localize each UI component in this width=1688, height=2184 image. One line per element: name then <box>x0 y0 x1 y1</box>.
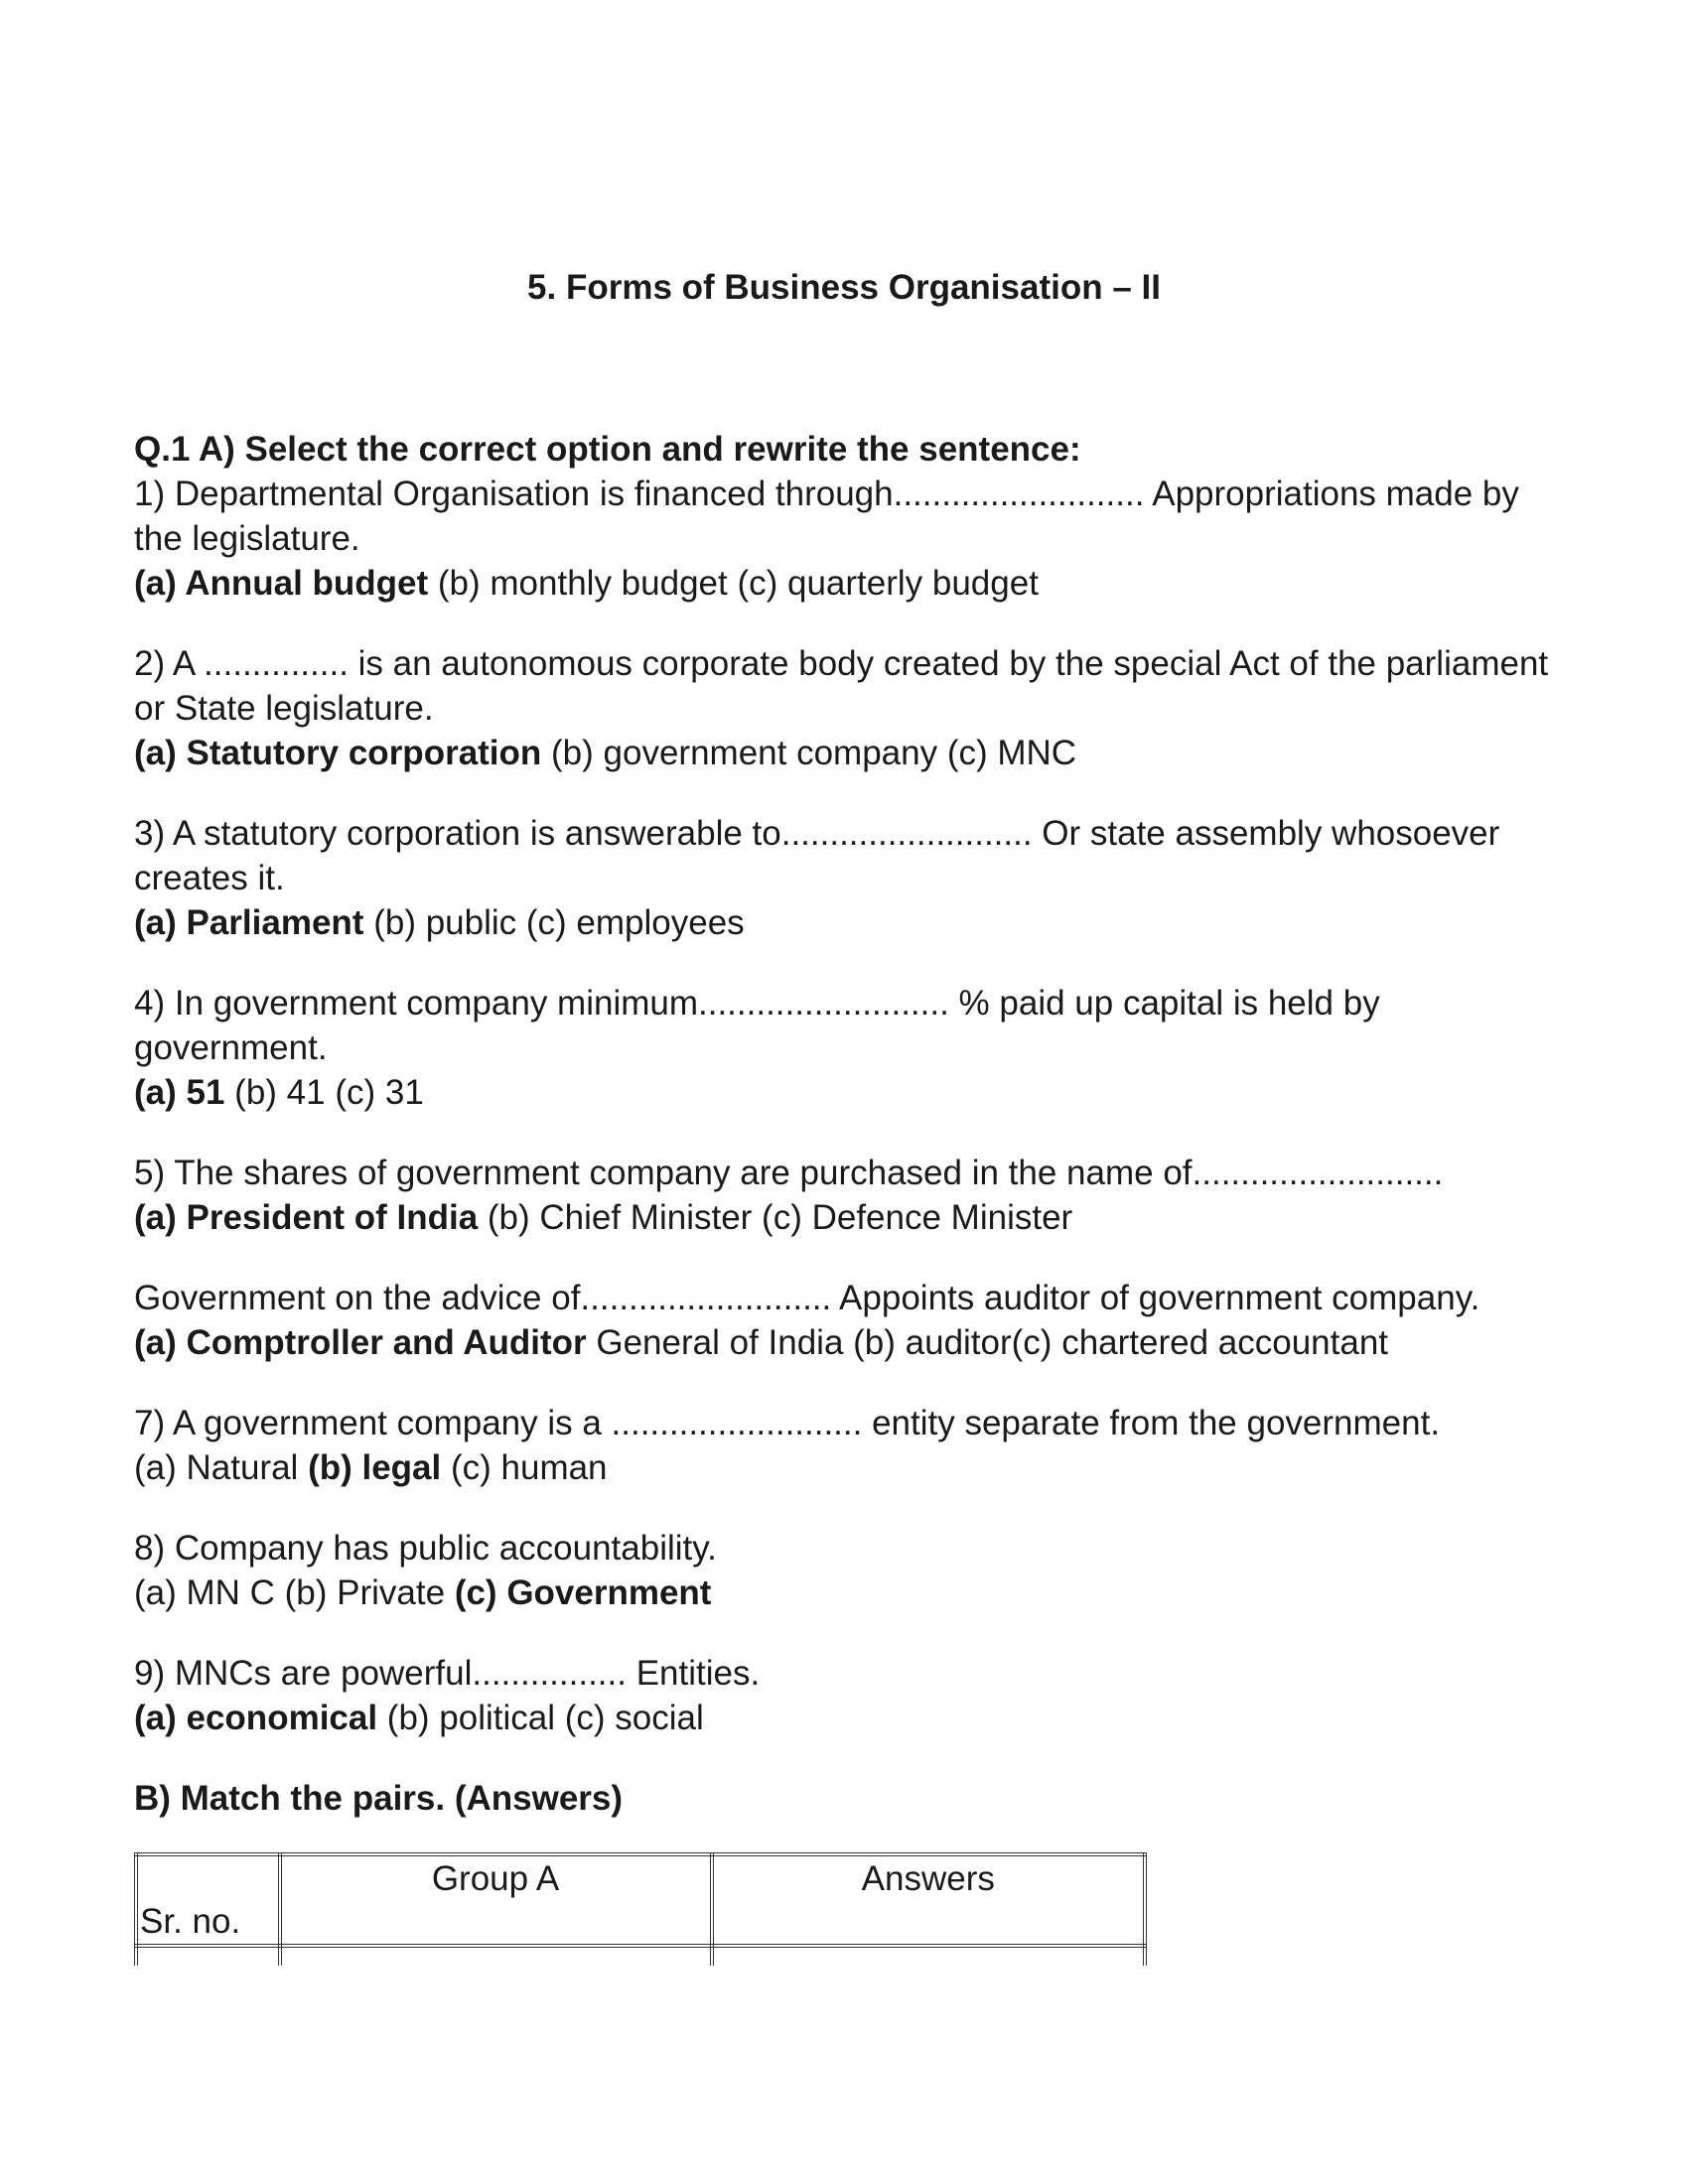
answer-option: (c) human <box>441 1448 608 1487</box>
answer-option: (b) government company (c) MNC <box>541 734 1077 772</box>
answer-options <box>134 1445 1564 1490</box>
page-title: 5. Forms of Business Organisation – II <box>527 268 1161 307</box>
answer-option: (b) Chief Minister (c) Defence Minister <box>478 1198 1073 1237</box>
correct-answer: (a) President of India <box>134 1198 479 1237</box>
column-header-sr-no: Sr. no. <box>136 1854 280 1946</box>
answer-options <box>134 1320 1564 1365</box>
table-cell <box>280 1946 712 1966</box>
answer-options <box>134 731 1564 775</box>
question-text: 3) A statutory corporation is answerable to.......................... Or state assembly whosoever creates it. <box>134 814 1500 897</box>
answer-options <box>134 1070 1564 1115</box>
answer-option: General of India (b) auditor(c) chartered accountant <box>586 1323 1389 1362</box>
question-list <box>134 472 1564 1740</box>
answer-option: (b) monthly budget (c) quarterly budget <box>428 564 1039 603</box>
section-a-heading: Q.1 A) Select the correct option and rewrite the sentence: <box>134 430 1081 469</box>
question-text: Government on the advice of.......................... Appoints auditor of government company. <box>134 1279 1480 1317</box>
correct-answer: (a) Annual budget <box>134 564 429 603</box>
correct-answer: (a) Parliament <box>134 903 364 942</box>
column-header-answers: Answers <box>712 1854 1145 1946</box>
question-text: 7) A government company is a .......................... entity separate from the government. <box>134 1404 1441 1442</box>
table-cell <box>136 1946 280 1966</box>
question-item <box>134 1276 1564 1365</box>
table-header-row <box>136 1854 1145 1946</box>
answer-options <box>134 1195 1564 1240</box>
question-item <box>134 1526 1564 1615</box>
table-cell <box>712 1946 1145 1966</box>
table-row <box>136 1946 1145 1966</box>
document-content <box>134 427 1564 1966</box>
answer-option: (a) Natural <box>134 1448 309 1487</box>
question-item <box>134 811 1564 945</box>
correct-answer: (b) legal <box>308 1448 442 1487</box>
answer-options <box>134 561 1564 606</box>
answer-option: (b) 41 (c) 31 <box>224 1073 424 1112</box>
answer-options <box>134 1696 1564 1740</box>
question-text: 9) MNCs are powerful................ Entities. <box>134 1654 761 1693</box>
question-text: 1) Departmental Organisation is financed through.......................... Appropriations made by the legislature. <box>134 475 1519 558</box>
question-text: 8) Company has public accountability. <box>134 1529 717 1568</box>
answer-option: (b) political (c) social <box>377 1699 704 1737</box>
column-header-group-a: Group A <box>280 1854 712 1946</box>
answer-options <box>134 900 1564 945</box>
question-item <box>134 1651 1564 1740</box>
question-text: 5) The shares of government company are purchased in the name of.......................... <box>134 1154 1444 1192</box>
answer-options <box>134 1570 1564 1615</box>
answer-option: (b) public (c) employees <box>363 903 745 942</box>
correct-answer: (a) economical <box>134 1699 378 1737</box>
correct-answer: (c) Government <box>454 1573 712 1612</box>
question-text: 4) In government company minimum.......................... % paid up capital is held by government. <box>134 984 1380 1067</box>
question-item <box>134 981 1564 1115</box>
correct-answer: (a) Statutory corporation <box>134 734 542 772</box>
correct-answer: (a) 51 <box>134 1073 225 1112</box>
match-pairs-table <box>134 1852 1147 1966</box>
question-item <box>134 1401 1564 1490</box>
question-item <box>134 1151 1564 1240</box>
question-item <box>134 472 1564 606</box>
question-item <box>134 641 1564 775</box>
section-b-heading: B) Match the pairs. (Answers) <box>134 1779 624 1818</box>
correct-answer: (a) Comptroller and Auditor <box>134 1323 587 1362</box>
question-text: 2) A ............... is an autonomous corporate body created by the special Act of the parliament or State legislature. <box>134 644 1549 728</box>
answer-option: (a) MN C (b) Private <box>134 1573 455 1612</box>
